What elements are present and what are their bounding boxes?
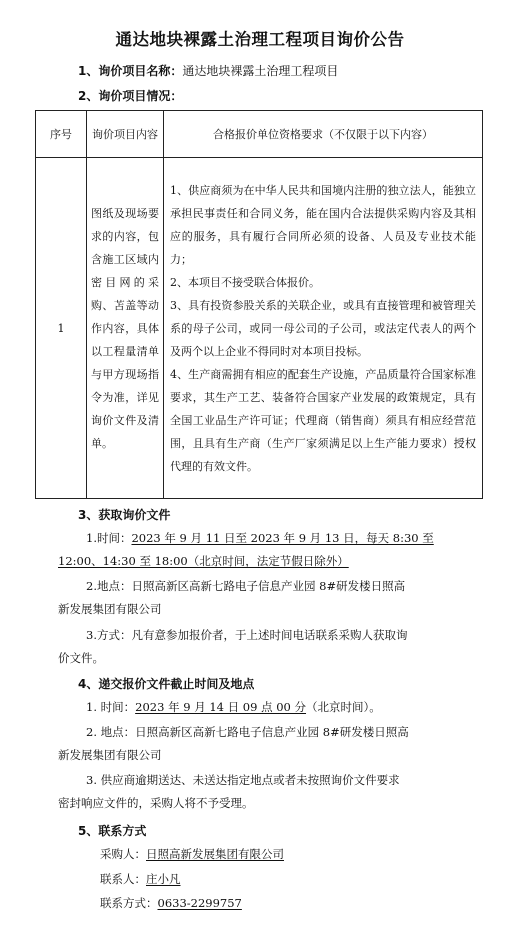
contact-person-value: 庄小凡 [146,872,181,886]
deadline-time-value: 2023 年 9 月 14 日 09 点 00 分 [135,700,307,714]
deadline-addr-line2: 新发展集团有限公司 [58,748,162,762]
deadline-addr-line1: 2. 地点：日照高新区高新七路电子信息产业园 8#研发楼日照高 [86,725,409,739]
obtain-addr-line1: 2.地点：日照高新区高新七路电子信息产业园 8#研发楼日照高 [86,579,406,593]
obtain-time-value: 2023 年 9 月 11 日至 2023 年 9 月 13 日，每天 8:30 至 [131,531,434,545]
project-name-label: 1、询价项目名称： [78,64,183,78]
project-situation-heading: 2、询价项目情况： [78,89,183,103]
contact-person-line [100,871,181,887]
requirement-item: 4、生产商需拥有相应的配套生产设施，产品质量符合国家标准要求，其生产工艺、装备符合国家产业发展的政策规定，具有全国工业品生产许可证；代理商（销售商）须具有相应经营范围，且具有生产商（生产厂家须满足以上生产能力要求）授权代理的有效文件。 [170,367,476,473]
obtain-way-line2: 价文件。 [58,651,104,665]
obtain-way-line1: 3.方式：凡有意参加报价者，于上述时间电话联系采购人获取询 [86,628,408,642]
deadline-note-line2: 密封响应文件的，采购人将不予受理。 [58,796,254,810]
obtain-time-line1 [86,530,434,546]
obtain-time-prefix: 1.时间： [86,531,132,545]
row-content: 图纸及现场要求的内容，包含施工区域内密目网的采购、苫盖等动作内容，具体以工程量清单与甲方现场指令为准，详见询价文件及清单。 [87,158,164,499]
requirement-item: 1、供应商须为在中华人民共和国境内注册的独立法人，能独立承担民事责任和合同义务，能在国内合法提供采购内容及其相应的服务，具有履行合同所必须的设备、人员及专业技术能力； [170,183,476,266]
obtain-docs-heading: 3、获取询价文件 [78,508,171,522]
phone-line [100,895,242,911]
table-row [36,158,483,499]
requirement-item: 2、本项目不接受联合体报价。 [170,275,320,289]
row-index: 1 [36,158,87,499]
header-content: 询价项目内容 [87,111,164,158]
project-name-value: 通达地块裸露土治理工程项目 [182,64,339,78]
deadline-time-suffix: （北京时间）。 [306,700,381,714]
buyer-line [100,846,284,862]
deadline-note-line1: 3. 供应商逾期送达、未送达指定地点或者未按照询价文件要求 [86,773,400,787]
deadline-time-prefix: 1. 时间： [86,700,136,714]
deadline-heading: 4、递交报价文件截止时间及地点 [78,677,255,691]
header-requirements: 合格报价单位资格要求（不仅限于以下内容） [164,111,483,158]
document-title: 通达地块裸露土治理工程项目询价公告 [115,30,405,49]
contact-person-label: 联系人： [100,872,146,886]
table-header-row [36,111,483,158]
obtain-addr-line2: 新发展集团有限公司 [58,602,162,616]
project-table [35,110,483,499]
deadline-time-line [86,699,381,715]
header-index: 序号 [36,111,87,158]
obtain-time-line2: 12:00、14:30 至 18:00（北京时间，法定节假日除外） [58,554,349,568]
buyer-value: 日照高新发展集团有限公司 [146,847,284,861]
project-name-line [78,62,338,79]
contact-heading: 5、联系方式 [78,824,147,838]
phone-label: 联系方式： [100,896,158,910]
buyer-label: 采购人： [100,847,146,861]
row-requirements [164,158,483,499]
phone-value: 0633-2299757 [157,896,242,910]
requirement-item: 3、具有投资参股关系的关联企业，或具有直接管理和被管理关系的母子公司，或同一母公司的子公司，或法定代表人的两个及两个以上企业不得同时对本项目投标。 [170,298,476,358]
